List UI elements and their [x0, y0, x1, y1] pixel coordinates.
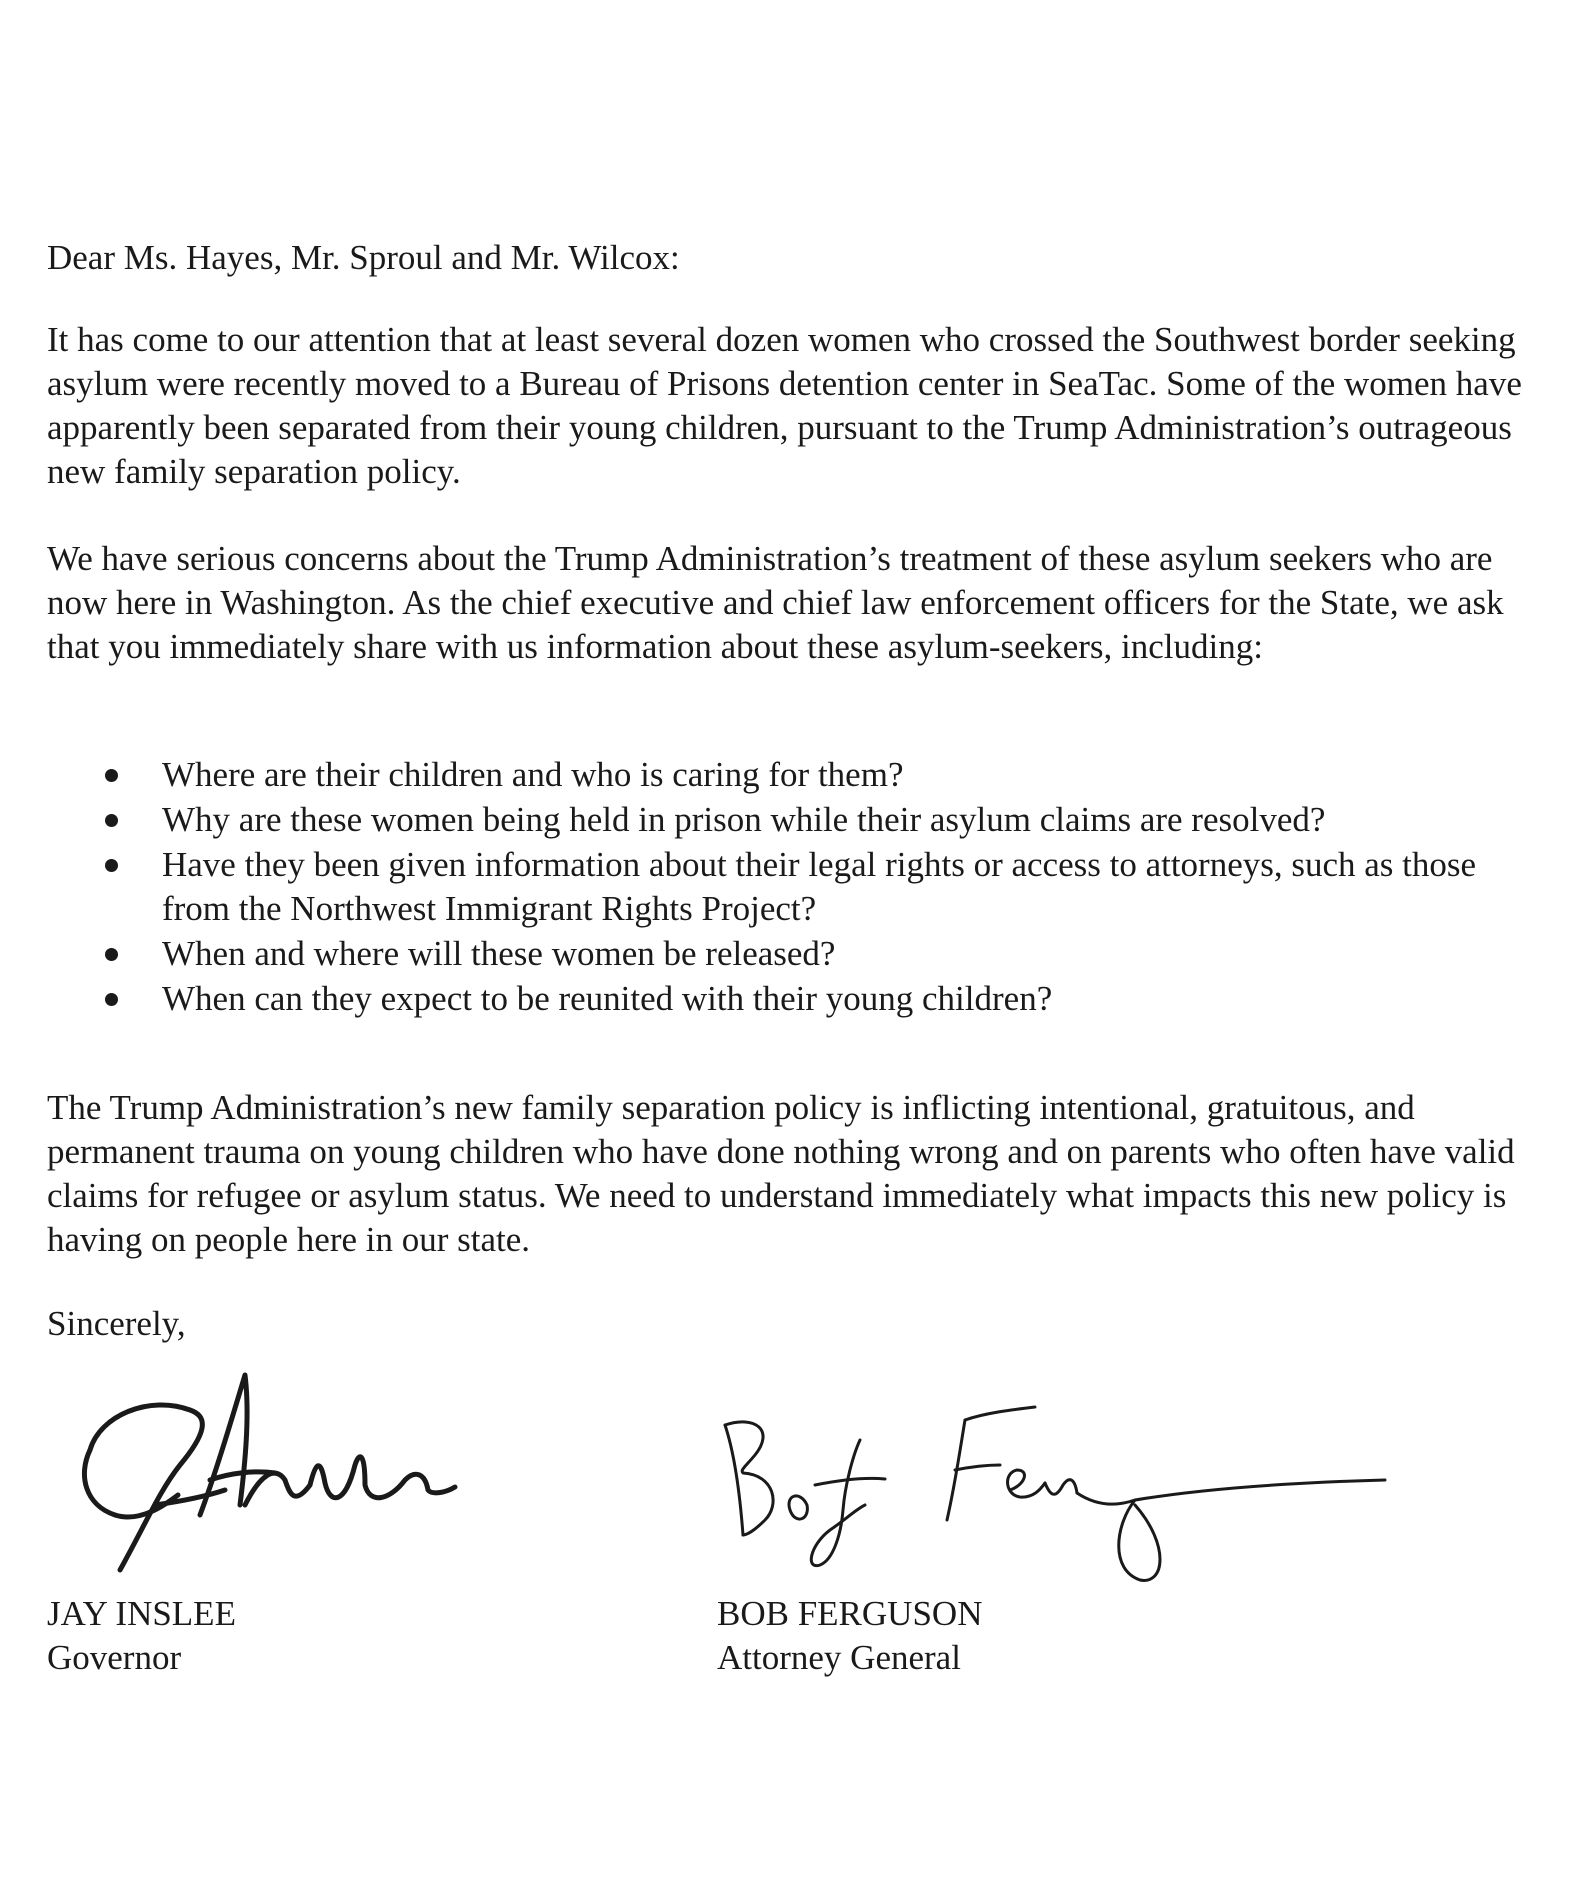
question-text: Where are their children and who is caring for them? [162, 755, 904, 794]
list-item [47, 977, 1527, 1021]
question-text: When can they expect to be reunited with their young children? [162, 979, 1053, 1018]
question-text: Have they been given information about their legal rights or access to attorneys, such as those from the Northwest Immigrant Rights Project? [162, 845, 1477, 928]
signer-title: Attorney General [717, 1638, 961, 1677]
list-item [47, 843, 1527, 931]
bullet-icon [105, 769, 118, 782]
signer-inslee [47, 1592, 236, 1680]
ferguson-signature [715, 1395, 1395, 1595]
signer-name: BOB FERGUSON [717, 1594, 983, 1633]
bullet-icon [105, 859, 118, 872]
bullet-icon [105, 948, 118, 961]
inslee-signature [60, 1355, 480, 1585]
question-list [47, 753, 1527, 1022]
question-text: Why are these women being held in prison while their asylum claims are resolved? [162, 800, 1326, 839]
list-item [47, 798, 1527, 842]
paragraph-intro: It has come to our attention that at least several dozen women who crossed the Southwest border seeking asylum were recently moved to a Bureau of Prisons detention center in SeaTac. Some of the women have apparently been separated from their young children, pursuant to the Trump Administration’s outrageous new family separation policy. [47, 320, 1522, 491]
list-item [47, 753, 1527, 797]
question-text: When and where will these women be released? [162, 934, 836, 973]
paragraph-conclusion: The Trump Administration’s new family separation policy is inflicting intentional, gratuitous, and permanent trauma on young children who have done nothing wrong and on parents who often have valid claims for refugee or asylum status. We need to understand immediately what impacts this new policy is having on people here in our state. [47, 1088, 1515, 1259]
signer-ferguson [717, 1592, 982, 1680]
signer-name: JAY INSLEE [47, 1594, 236, 1633]
bullet-icon [105, 814, 118, 827]
salutation: Dear Ms. Hayes, Mr. Sproul and Mr. Wilcox: [47, 238, 680, 277]
closing: Sincerely, [47, 1304, 186, 1343]
list-item [47, 932, 1527, 976]
bullet-icon [105, 993, 118, 1006]
paragraph-concerns: We have serious concerns about the Trump Administration’s treatment of these asylum seekers who are now here in Washington. As the chief executive and chief law enforcement officers for the State, we ask that you immediately share with us information about these asylum-seekers, including: [47, 539, 1504, 666]
signer-title: Governor [47, 1638, 182, 1677]
